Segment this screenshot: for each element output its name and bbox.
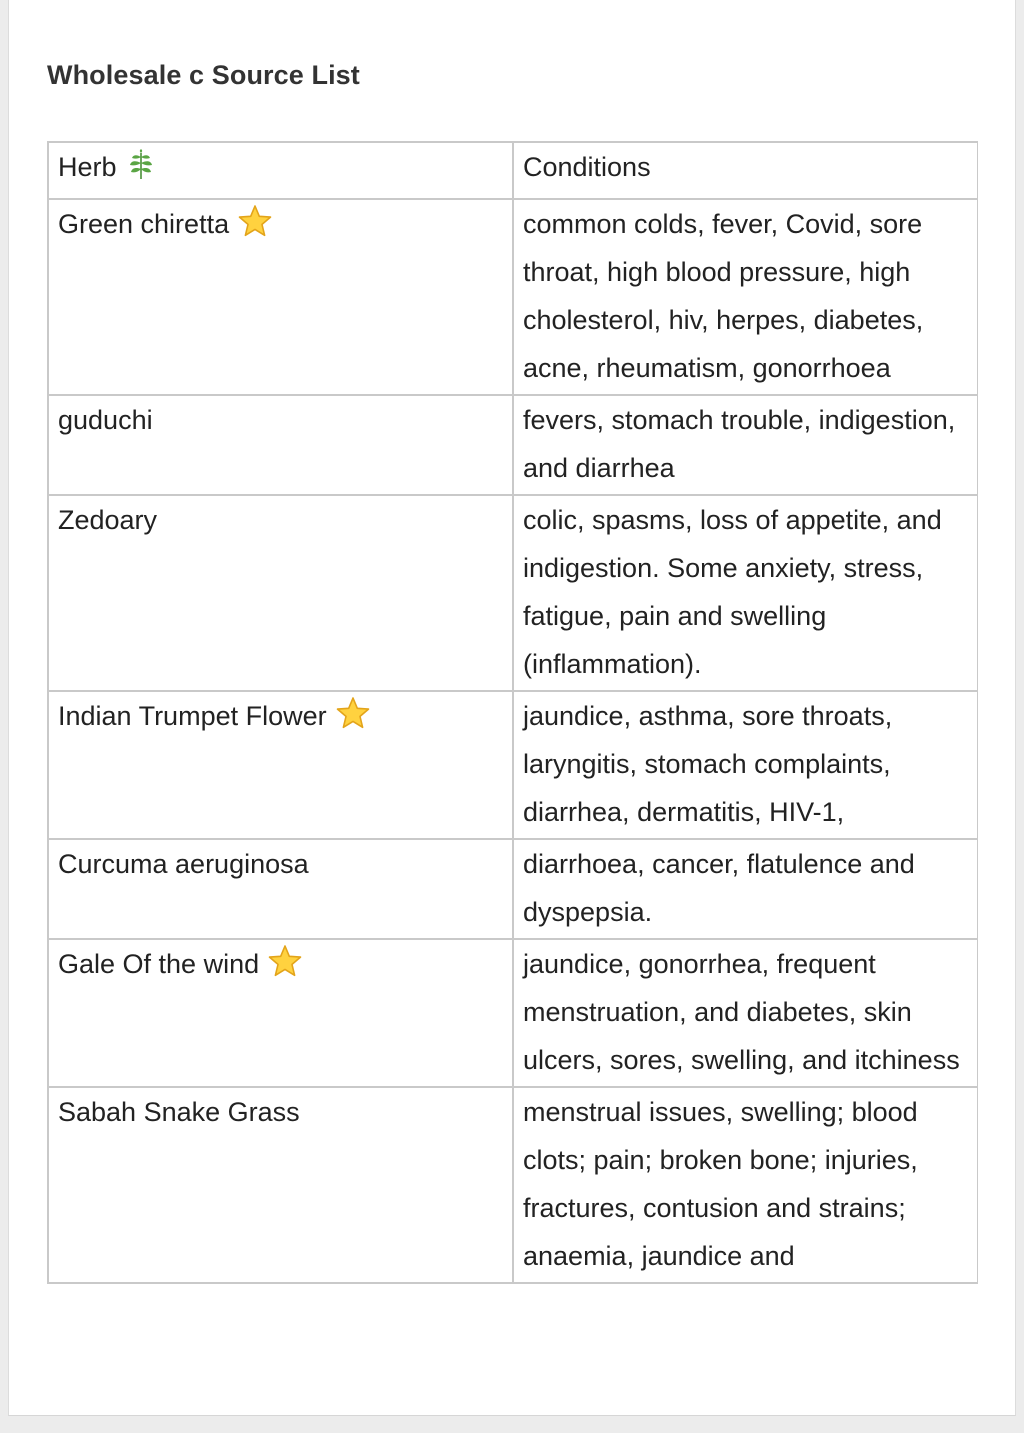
- herb-cell: [48, 839, 513, 939]
- herb-name: Zedoary: [58, 505, 158, 535]
- herb-leaf-icon: [125, 148, 157, 196]
- herb-cell: [48, 1087, 513, 1283]
- conditions-cell: jaundice, gonorrhea, frequent menstruation, and diabetes, skin ulcers, sores, swelling, and itchiness: [513, 939, 978, 1087]
- header-herb: [48, 142, 513, 199]
- herb-cell: [48, 495, 513, 691]
- table-row: [48, 1087, 978, 1283]
- herb-cell: [48, 939, 513, 1087]
- herb-cell: [48, 691, 513, 839]
- table-header-row: [48, 142, 978, 199]
- herb-table: [47, 141, 978, 1284]
- conditions-cell: diarrhoea, cancer, flatulence and dyspepsia.: [513, 839, 978, 939]
- herb-name: Curcuma aeruginosa: [58, 849, 309, 879]
- document-page: [8, 0, 1016, 1416]
- table-container: [47, 141, 978, 1329]
- table-row: [48, 839, 978, 939]
- herb-name: Indian Trumpet Flower: [58, 701, 327, 731]
- star-icon: [267, 944, 303, 993]
- herb-name: Sabah Snake Grass: [58, 1097, 300, 1127]
- herb-name: guduchi: [58, 405, 153, 435]
- table-row: [48, 199, 978, 395]
- conditions-cell: menstrual issues, swelling; blood clots; pain; broken bone; injuries, fractures, contusion and strains; anaemia, jaundice and: [513, 1087, 978, 1283]
- table-body: [48, 199, 978, 1283]
- conditions-cell: jaundice, asthma, sore throats, laryngitis, stomach complaints, diarrhea, dermatitis, HIV-1,: [513, 691, 978, 839]
- star-icon: [237, 204, 273, 253]
- herb-cell: [48, 395, 513, 495]
- conditions-cell: colic, spasms, loss of appetite, and indigestion. Some anxiety, stress, fatigue, pain and swelling (inflammation).: [513, 495, 978, 691]
- header-herb-label: Herb: [58, 152, 117, 182]
- page-title: Wholesale c Source List: [47, 60, 360, 90]
- conditions-cell: common colds, fever, Covid, sore throat, high blood pressure, high cholesterol, hiv, herpes, diabetes, acne, rheumatism, gonorrhoea: [513, 199, 978, 395]
- table-row: [48, 691, 978, 839]
- table-row: [48, 495, 978, 691]
- herb-name: Green chiretta: [58, 209, 230, 239]
- table-row: [48, 939, 978, 1087]
- table-row: [48, 395, 978, 495]
- header-conditions: Conditions: [513, 142, 978, 199]
- star-icon: [335, 696, 371, 745]
- herb-cell: [48, 199, 513, 395]
- conditions-cell: fevers, stomach trouble, indigestion, and diarrhea: [513, 395, 978, 495]
- herb-name: Gale Of the wind: [58, 949, 260, 979]
